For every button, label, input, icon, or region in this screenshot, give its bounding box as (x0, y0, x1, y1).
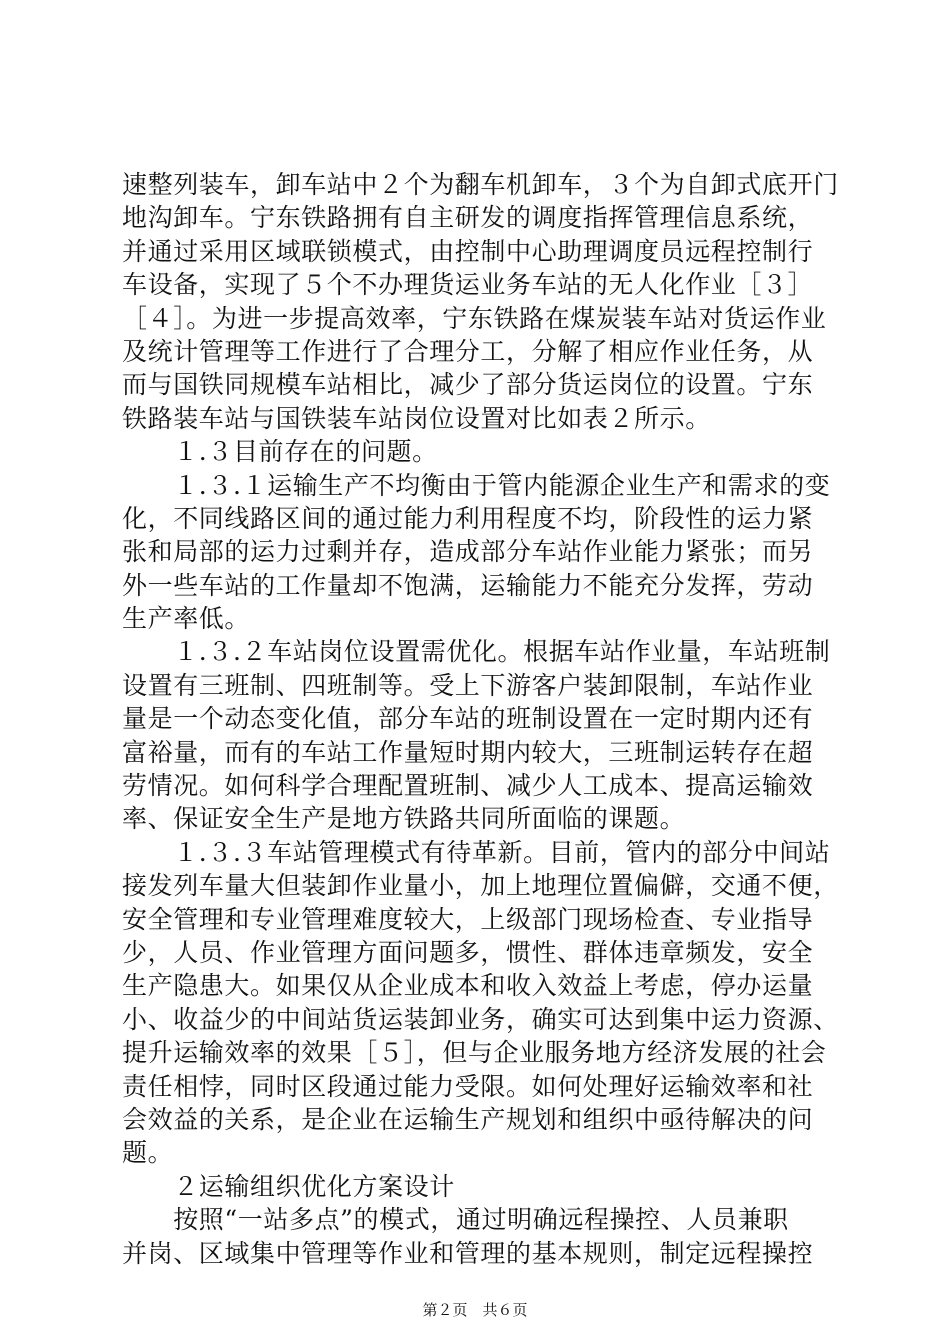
text-line: 及统计管理等工作进行了合理分工，分解了相应作业任务，从 (122, 336, 814, 366)
text-line: ２运输组织优化方案设计 (122, 1171, 455, 1201)
text-line: 会效益的关系，是企业在运输生产规划和组织中亟待解决的问 (122, 1104, 814, 1134)
text-line: 题。 (122, 1138, 174, 1168)
text-line: １.３.２车站岗位设置需优化。根据车站作业量，车站班制 (122, 637, 831, 667)
text-line: 并通过采用区域联锁模式，由控制中心助理调度员远程控制行 (122, 236, 814, 266)
text-line: 外一些车站的工作量却不饱满，运输能力不能充分发挥，劳动 (122, 570, 814, 600)
text-line: 安全管理和专业管理难度较大，上级部门现场检查、专业指导 (122, 904, 814, 934)
text-line: 责任相悖，同时区段通过能力受限。如何处理好运输效率和社 (122, 1071, 814, 1101)
text-line: １.３目前存在的问题。 (122, 437, 438, 467)
page-footer: 第２页 共６页 (422, 1301, 528, 1319)
text-line: 按照“一站多点”的模式，通过明确远程操控、人员兼职 (122, 1205, 789, 1235)
text-line: 铁路装车站与国铁装车站岗位设置对比如表２所示。 (122, 403, 711, 433)
text-line: 地沟卸车。宁东铁路拥有自主研发的调度指挥管理信息系统， (122, 203, 814, 233)
text-line: 劳情况。如何科学合理配置班制、减少人工成本、提高运输效 (122, 771, 814, 801)
text-line: １.３.１运输生产不均衡由于管内能源企业生产和需求的变 (122, 470, 831, 500)
text-line: 小、收益少的中间站货运装卸业务，确实可达到集中运力资源、 (122, 1004, 839, 1034)
text-line: 车设备，实现了５个不办理货运业务车站的无人化作业［３］ (122, 270, 814, 300)
text-line: 接发列车量大但装卸作业量小，加上地理位置偏僻，交通不便， (122, 871, 839, 901)
text-line: 而与国铁同规模车站相比，减少了部分货运岗位的设置。宁东 (122, 370, 814, 400)
text-line: 率、保证安全生产是地方铁路共同所面临的课题。 (122, 804, 686, 834)
text-line: 量是一个动态变化值，部分车站的班制设置在一定时期内还有 (122, 704, 814, 734)
body-text (122, 168, 839, 1270)
text-line: 张和局部的运力过剩并存，造成部分车站作业能力紧张；而另 (122, 537, 814, 567)
text-line: 设置有三班制、四班制等。受上下游客户装卸限制，车站作业 (122, 670, 814, 700)
text-line: 生产率低。 (122, 604, 251, 634)
text-line: 富裕量，而有的车站工作量短时期内较大，三班制运转存在超 (122, 737, 814, 767)
text-line: 生产隐患大。如果仅从企业成本和收入效益上考虑，停办运量 (122, 971, 814, 1001)
text-line: 并岗、区域集中管理等作业和管理的基本规则，制定远程操控 (122, 1238, 814, 1268)
text-line: １.３.３车站管理模式有待革新。目前，管内的部分中间站 (122, 837, 831, 867)
text-line: 提升运输效率的效果［５］，但与企业服务地方经济发展的社会 (122, 1038, 827, 1068)
text-line: 少，人员、作业管理方面问题多，惯性、群体违章频发，安全 (122, 937, 814, 967)
text-line: 速整列装车，卸车站中２个为翻车机卸车，３个为自卸式底开门 (122, 170, 839, 199)
text-line: 化，不同线路区间的通过能力利用程度不均，阶段性的运力紧 (122, 503, 814, 533)
text-line: ［４］。为进一步提高效率，宁东铁路在煤炭装车站对货运作业 (122, 303, 827, 333)
